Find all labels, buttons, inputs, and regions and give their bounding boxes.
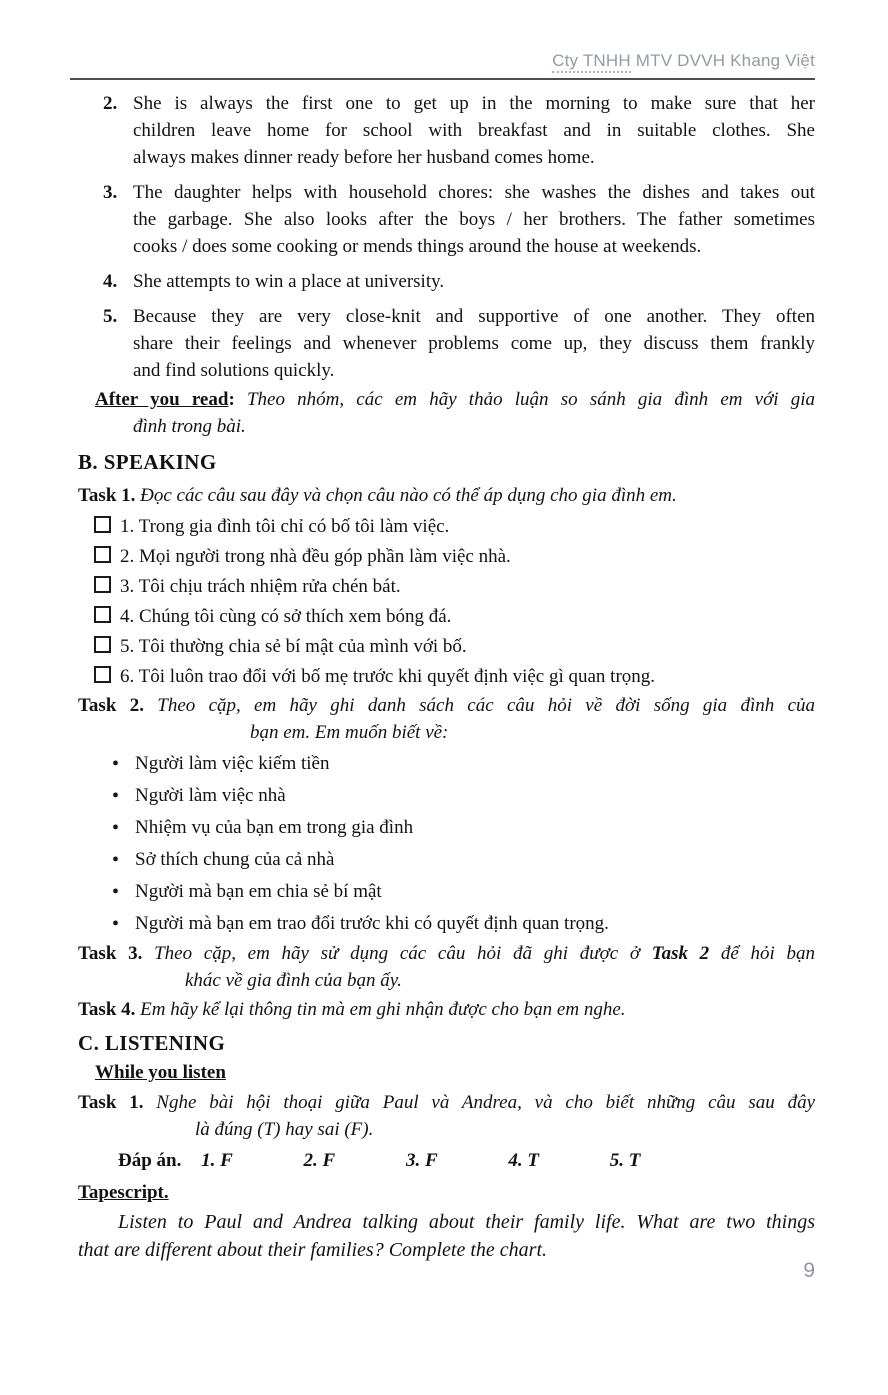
answer-item: 4. T [508, 1150, 540, 1171]
section-heading-speaking: B. SPEAKING [78, 450, 217, 474]
checkbox-icon [94, 516, 111, 533]
page-number: 9 [803, 1259, 815, 1282]
task-3-speaking [78, 940, 815, 994]
list-item [78, 876, 815, 908]
reading-answer-item [78, 90, 815, 171]
company-name-part1: Cty TNHH [552, 51, 631, 73]
task-label: Task 1. [78, 485, 136, 506]
list-item [78, 780, 815, 812]
company-name-part2: MTV DVVH Khang Việt [630, 51, 815, 70]
checkbox-icon [94, 546, 111, 563]
checklist-item-text: 1. Trong gia đình tôi chỉ có bố tôi làm việc. [120, 516, 450, 537]
checkbox-icon [94, 606, 111, 623]
tapescript-line: that are different about their families? Complete the chart. [78, 1239, 548, 1261]
item-number: 2. [103, 93, 118, 114]
checkbox-icon [94, 666, 111, 683]
tapescript-intro [78, 1208, 815, 1264]
tapescript-line: Listen to Paul and Andrea talking about their family life. What are two things [118, 1211, 815, 1233]
task-text-line2: bạn em. Em muốn biết về: [250, 722, 449, 743]
item-number: 4. [103, 271, 118, 292]
task-label: Task 1. [78, 1092, 144, 1113]
after-you-read-colon: : [228, 389, 235, 410]
checklist-item [78, 572, 815, 602]
bullet-text: Sở thích chung của cả nhà [135, 849, 335, 870]
bullet-text: Người mà bạn em chia sẻ bí mật [135, 881, 382, 902]
task-label: Task 2. [78, 695, 144, 716]
page [0, 50, 888, 1284]
item-line: Because they are very close-knit and supportive of one another. They often [133, 306, 815, 327]
list-item [78, 748, 815, 780]
while-you-listen-label: While you listen [95, 1062, 226, 1083]
task-label: Task 4. [78, 999, 136, 1020]
checklist-item-text: 2. Mọi người trong nhà đều góp phần làm việc nhà. [120, 546, 511, 567]
bullet-icon: • [112, 881, 120, 903]
reading-answer-item [78, 268, 815, 295]
checklist-item [78, 542, 815, 572]
item-number: 3. [103, 182, 118, 203]
checkbox-icon [94, 636, 111, 653]
task-2-speaking [78, 692, 815, 746]
checklist-item-text: 6. Tôi luôn trao đổi với bố mẹ trước khi quyết định việc gì quan trọng. [120, 666, 656, 687]
answer-key-row [78, 1147, 815, 1174]
task-ref: Task 2 [651, 943, 710, 964]
checklist-item [78, 602, 815, 632]
item-line: children leave home for school with breakfast and in suitable clothes. She [133, 120, 815, 141]
bullet-icon: • [112, 817, 120, 839]
reading-answer-item [78, 303, 815, 384]
list-item [78, 908, 815, 940]
checklist-item-text: 4. Chúng tôi cùng có sở thích xem bóng đá. [120, 606, 452, 627]
task-text-line2: là đúng (T) hay sai (F). [195, 1119, 374, 1140]
after-you-read-label: After you read [95, 389, 229, 410]
header-divider [70, 78, 815, 80]
checklist-item [78, 662, 815, 692]
checklist-item [78, 632, 815, 662]
task-text: Nghe bài hội thoại giữa Paul và Andrea, và cho biết những câu sau đây [143, 1092, 815, 1113]
bullet-icon: • [112, 849, 120, 871]
after-you-read-text: Theo nhóm, các em hãy thảo luận so sánh gia đình em với gia [234, 389, 815, 410]
checklist-item-text: 5. Tôi thường chia sẻ bí mật của mình với bố. [120, 636, 467, 657]
list-item [78, 812, 815, 844]
item-line: She is always the first one to get up in the morning to make sure that her [133, 93, 815, 114]
bullet-text: Người làm việc nhà [135, 785, 286, 806]
item-line: cooks / does some cooking or mends things around the house at weekends. [133, 236, 702, 257]
speaking-checklist [78, 512, 815, 692]
item-line: the garbage. She also looks after the boys / her brothers. The father sometimes [133, 209, 815, 230]
task-1-listening [78, 1089, 815, 1143]
task-text: Theo cặp, em hãy sử dụng các câu hỏi đã ghi được ở [142, 943, 652, 964]
list-item [78, 844, 815, 876]
page-header [78, 50, 815, 72]
task-text: Em hãy kể lại thông tin mà em ghi nhận được cho bạn em nghe. [135, 999, 626, 1020]
item-line: share their feelings and whenever problems come up, they discuss them frankly [133, 333, 815, 354]
bullet-icon: • [112, 753, 120, 775]
tapescript-label: Tapescript. [78, 1182, 169, 1203]
item-line: and find solutions quickly. [133, 360, 335, 381]
answer-item: 3. F [405, 1150, 438, 1171]
task-text: Đọc các câu sau đây và chọn câu nào có thể áp dụng cho gia đình em. [135, 485, 677, 506]
task-text-line2: khác về gia đình của bạn ấy. [185, 970, 402, 991]
checkbox-icon [94, 576, 111, 593]
after-you-read-line: đình trong bài. [133, 416, 246, 437]
task-1-speaking [78, 482, 815, 509]
answer-item: 5. T [609, 1150, 641, 1171]
bullet-text: Người mà bạn em trao đổi trước khi có quyết định quan trọng. [135, 913, 609, 934]
item-line: always makes dinner ready before her husband comes home. [133, 147, 595, 168]
bullet-text: Nhiệm vụ của bạn em trong gia đình [135, 817, 414, 838]
bullet-text: Người làm việc kiếm tiền [135, 753, 330, 774]
bullet-icon: • [112, 913, 120, 935]
reading-answer-item [78, 179, 815, 260]
item-line: The daughter helps with household chores: she washes the dishes and takes out [133, 182, 815, 203]
task-4-speaking [78, 996, 815, 1023]
after-you-read-line [78, 386, 815, 413]
after-you-read [78, 386, 815, 440]
section-heading-listening: C. LISTENING [78, 1031, 226, 1055]
item-number: 5. [103, 306, 118, 327]
bullet-icon: • [112, 785, 120, 807]
checklist-item [78, 512, 815, 542]
answer-item: 1. F [201, 1150, 233, 1171]
task-label: Task 3. [78, 943, 143, 964]
speaking-bullet-list [78, 748, 815, 940]
task-text: Theo cặp, em hãy ghi danh sách các câu hỏi về đời sống gia đình của [143, 695, 815, 716]
task-text: để hỏi bạn [709, 943, 815, 964]
item-line: She attempts to win a place at university. [133, 271, 445, 292]
checklist-item-text: 3. Tôi chịu trách nhiệm rửa chén bát. [120, 576, 401, 597]
answer-item: 2. F [303, 1150, 336, 1171]
answer-key-label: Đáp án. [118, 1150, 182, 1171]
